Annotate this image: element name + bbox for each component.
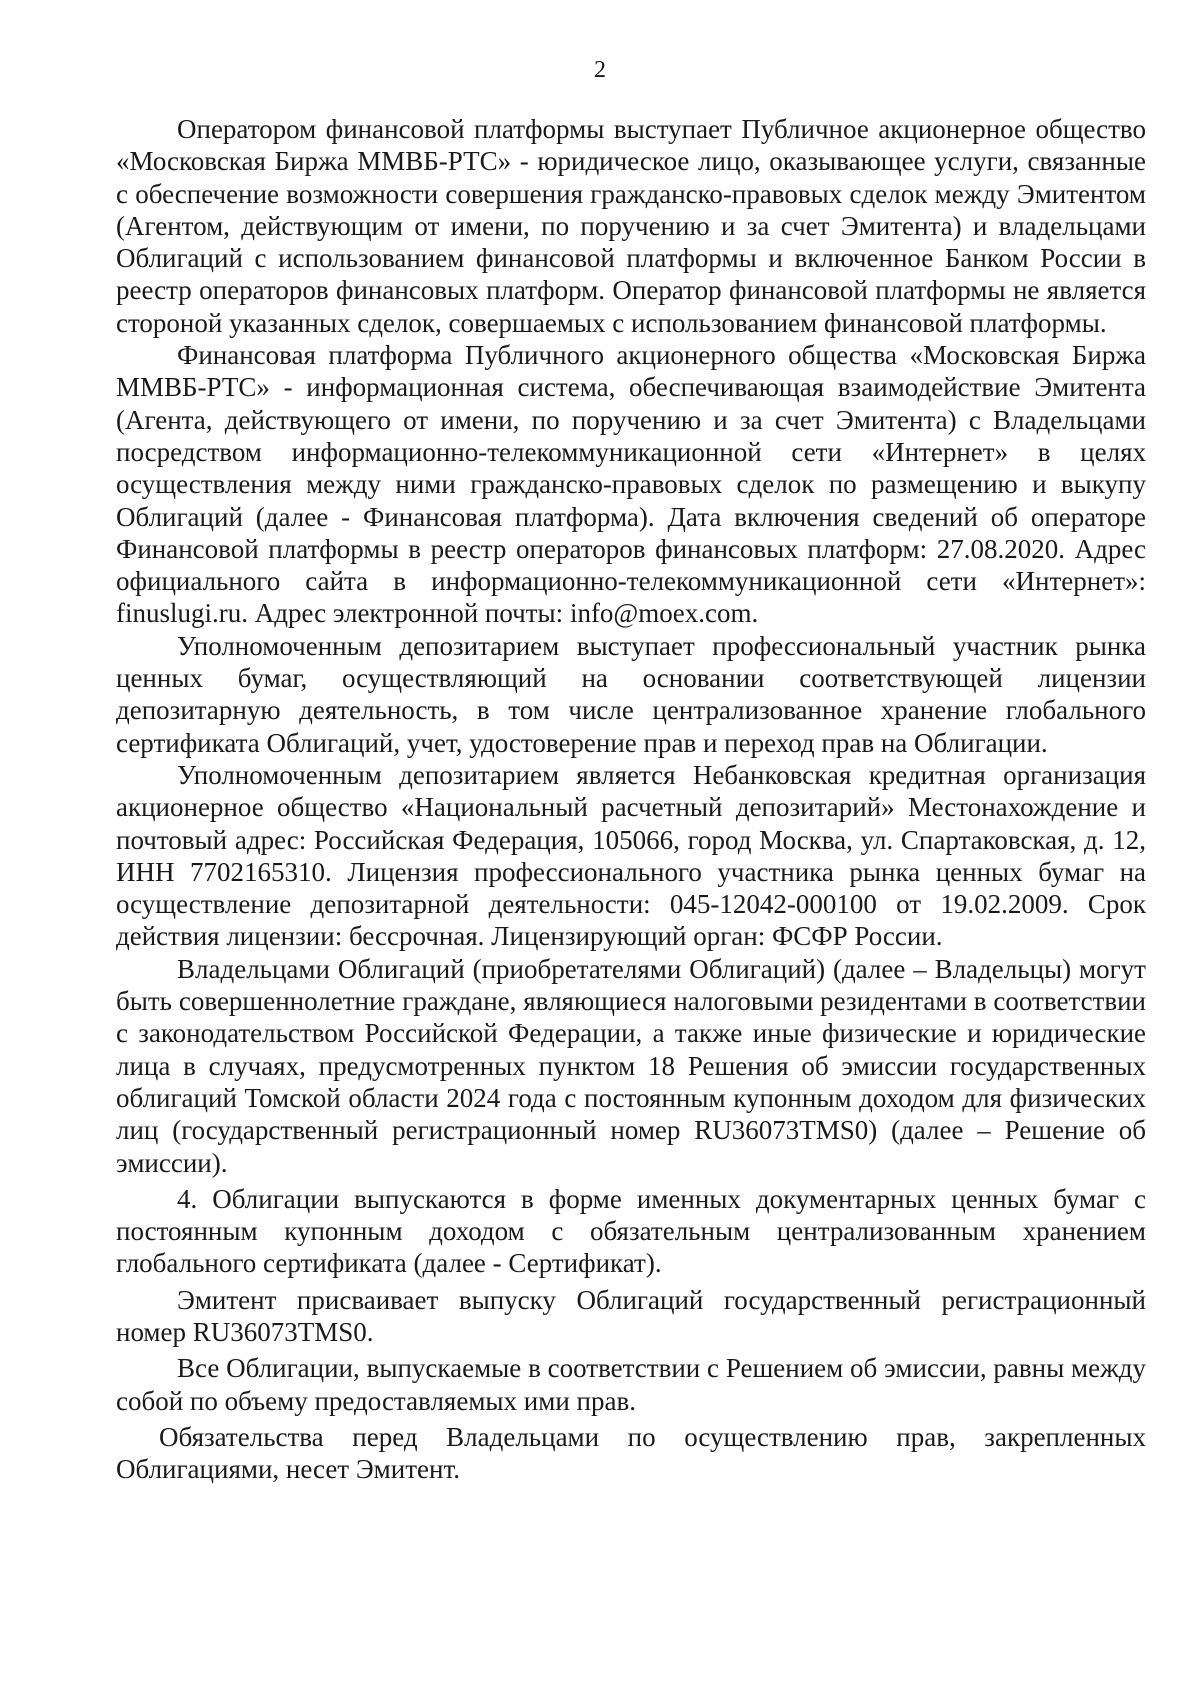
- paragraph-financial-platform-operator: Оператором финансовой платформы выступает Публичное акционерное общество «Московская Биржа ММВБ-РТС» - юридическое лицо, оказывающее услуги, связанные с обеспечение возможности совершения гражданско-правовых сделок между Эмитентом (Агентом, действующим от имени, по поручению и за счет Эмитента) и владельцами Облигаций с использованием финансовой платформы и включенное Банком России в реестр операторов финансовых платформ. Оператор финансовой платформы не является стороной указанных сделок, совершаемых с использованием финансовой платформы.: [116, 114, 1146, 338]
- paragraph-registration-number: Эмитент присваивает выпуску Облигаций государственный регистрационный номер RU36073TMS0.: [116, 1284, 1146, 1347]
- paragraph-bond-owners: Владельцами Облигаций (приобретателями Облигаций) (далее – Владельцы) могут быть совершеннолетние граждане, являющиеся налоговыми резидентами в соответствии с законодательством Российской Федерации, а также иные физические и юридические лица в случаях, предусмотренных пунктом 18 Решения об эмиссии государственных облигаций Томской области 2024 года с постоянным купонным доходом для физических лиц (государственный регистрационный номер RU36073TMS0) (далее – Решение об эмиссии).: [116, 953, 1146, 1178]
- page-number: 2: [594, 57, 606, 83]
- paragraph-equal-rights: Все Облигации, выпускаемые в соответствии с Решением об эмиссии, равны между собой по объему предоставляемых ими прав.: [116, 1353, 1146, 1416]
- paragraph-financial-platform: Финансовая платформа Публичного акционерного общества «Московская Биржа ММВБ-РТС» - информационная система, обеспечивающая взаимодействие Эмитента (Агента, действующего от имени, по поручению и за счет Эмитента) с Владельцами посредством информационно-телекоммуникационной сети «Интернет» в целях осуществления между ними гражданско-правовых сделок по размещению и выкупу Облигаций (далее - Финансовая платформа). Дата включения сведений об операторе Финансовой платформы в реестр операторов финансовых платформ: 27.08.2020. Адрес официального сайта в информационно-телекоммуникационной сети «Интернет»: finuslugi.ru. Адрес электронной почты: info@moex.com.: [116, 340, 1146, 629]
- document-body: [116, 113, 1146, 1485]
- paragraph-authorized-depository-role: Уполномоченным депозитарием выступает профессиональный участник рынка ценных бумаг, осуществляющий на основании соответствующей лицензии депозитарную деятельность, в том числе централизованное хранение глобального сертификата Облигаций, учет, удостоверение прав и переход прав на Облигации.: [116, 630, 1146, 758]
- paragraph-issuer-obligations: Обязательства перед Владельцами по осуществлению прав, закрепленных Облигациями, несет Эмитент.: [116, 1421, 1146, 1485]
- paragraph-bond-form: 4. Облигации выпускаются в форме именных документарных ценных бумаг с постоянным купонным доходом с обязательным централизованным хранением глобального сертификата (далее - Сертификат).: [116, 1183, 1146, 1279]
- paragraph-authorized-depository-details: Уполномоченным депозитарием является Небанковская кредитная организация акционерное общество «Национальный расчетный депозитарий» Местонахождение и почтовый адрес: Российская Федерация, 105066, город Москва, ул. Спартаковская, д. 12, ИНН 7702165310. Лицензия профессионального участника рынка ценных бумаг на осуществление депозитарной деятельности: 045-12042-000100 от 19.02.2009. Срок действия лицензии: бессрочная. Лицензирующий орган: ФСФР России.: [116, 759, 1146, 952]
